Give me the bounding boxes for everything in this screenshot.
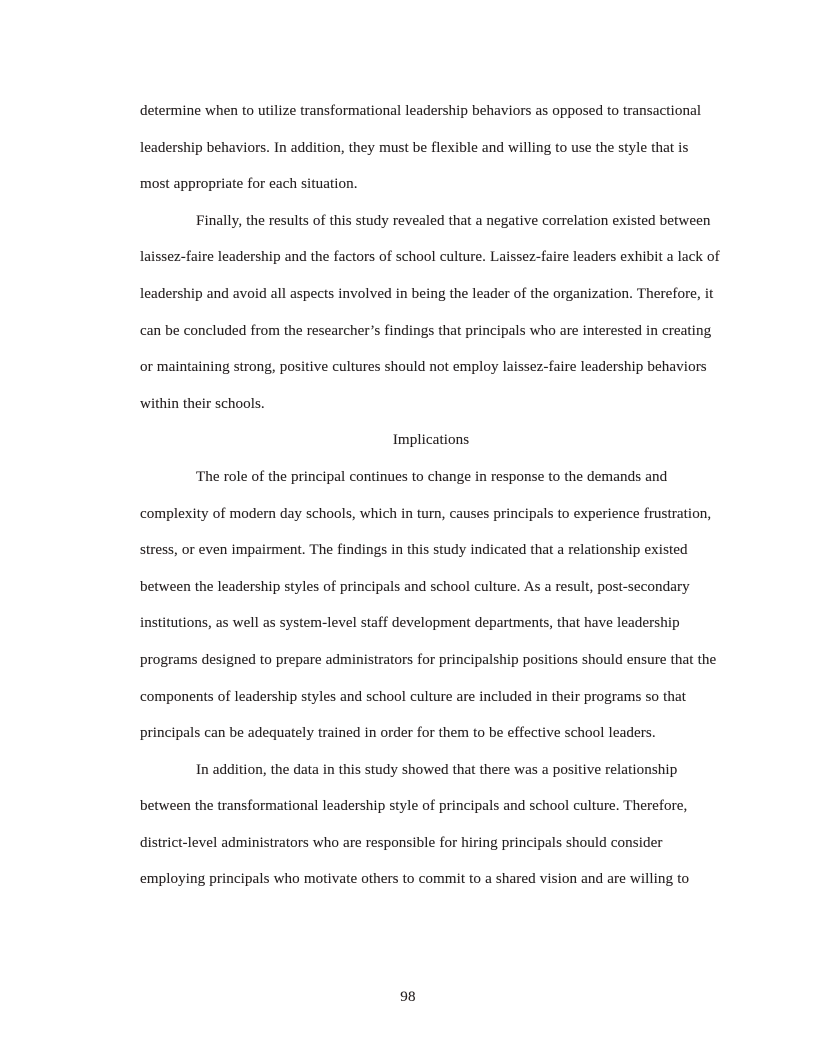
paragraph-principal-role: The role of the principal continues to change in response to the demands and complexity of modern day schools, which in turn, causes principals to experience frustration, stress, or even impairment. The findings in this study indicated that a relationship existed between the leadership styles of principals and school culture. As a result, post-secondary institutions, as well as system-level staff development departments, that have leadership programs designed to prepare administrators for principalship positions should ensure that the components of leadership styles and school culture are included in their programs so that principals can be adequately trained in order for them to be effective school leaders. [140,468,717,742]
page-number: 98 [400,989,416,1005]
body-text-column [140,93,722,898]
section-heading-implications: Implications [392,432,470,449]
paragraph-laissez-faire-findings: Finally, the results of this study revealed that a negative correlation existed between laissez-faire leadership and the factors of school culture. Laissez-faire leaders exhibit a lack of leadership and avoid all aspects involved in being the leader of the organization. Therefore, it can be concluded from the researcher’s findings that principals who are interested in creating or maintaining strong, positive cultures should not employ laissez-faire leadership behaviors within their schools. [140,212,720,412]
paragraph-continuation: determine when to utilize transformational leadership behaviors as opposed to transactional leadership behaviors. In addition, they must be flexible and willing to use the style that is most appropriate for each situation. [140,103,702,193]
paragraph-transformational-leadership: In addition, the data in this study showed that there was a positive relationship between the transformational leadership style of principals and school culture. Therefore, district-level administrators who are responsible for hiring principals should consider employing principals who motivate others to commit to a shared vision and are willing to [140,761,690,888]
